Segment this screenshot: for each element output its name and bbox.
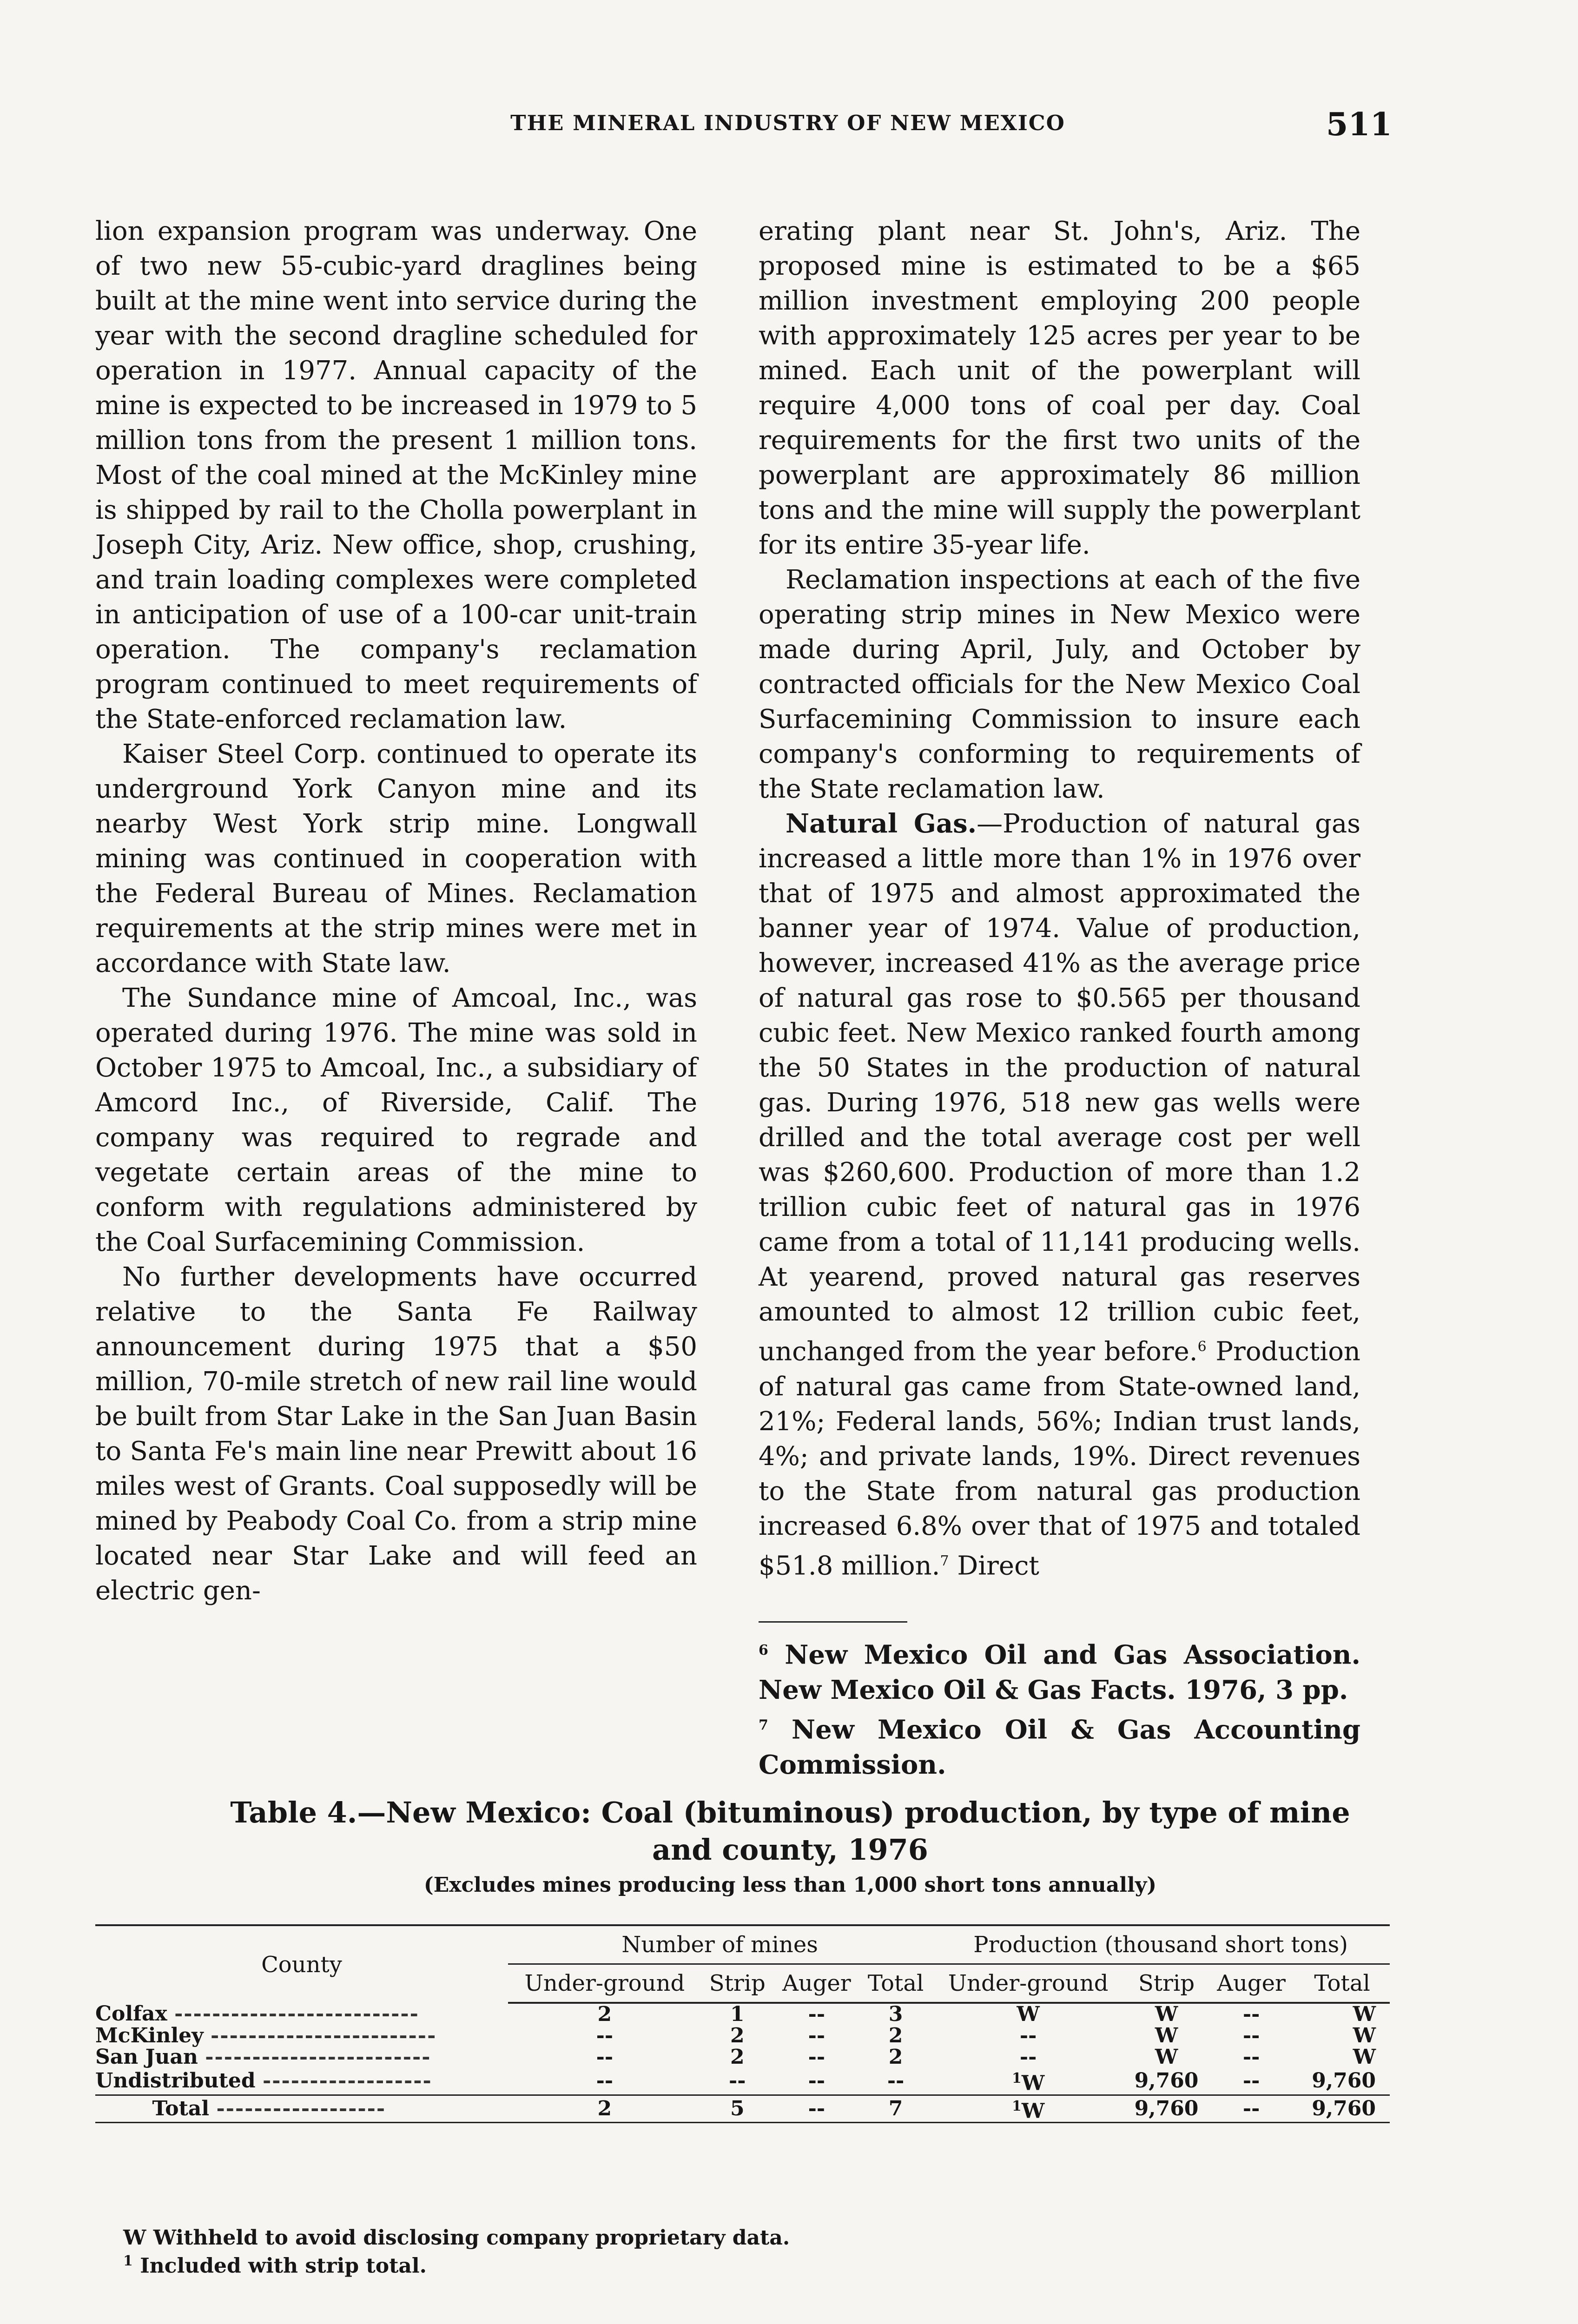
table-cell: 7 <box>860 2095 931 2123</box>
table-cell: -- <box>1242 2024 1260 2047</box>
dot-leader: ------------------------ <box>211 2024 437 2047</box>
table-cell: -- <box>808 2024 825 2047</box>
paragraph-powerplant: erating plant near St. John's, Ariz. The proposed mine is estimated to be a $65 million investment employing 200 people with approximately 125 acres per year to be mined. Each unit of the powerplant will require 4,000 tons of coal per day. Coal requirements for the first two units of the powerplant are approximately 86 million tons and the mine will supply the powerplant for its entire 35-year life. <box>759 216 1360 560</box>
table-cell: -- <box>1242 2002 1260 2026</box>
table-cell-county <box>95 2068 508 2095</box>
table-row-total <box>95 2095 1390 2123</box>
table-notes <box>123 2226 790 2278</box>
county-name: McKinley <box>95 2024 204 2047</box>
column-header-mines-total: Total <box>860 1964 931 2003</box>
table-cell: 2 <box>508 2095 701 2123</box>
paragraph-mckinley-mine: lion expansion program was underway. One of two new 55-cubic-yard draglines being built at the mine went into service during the year with the second dragline scheduled for operation in 1977. Annual capacity of the mine is expected to be increased in 1979 to 5 million tons from the present 1 million tons. Most of the coal mined at the McKinley mine is shipped by rail to the Cholla powerplant in Joseph City, Ariz. New office, shop, crushing, and train loading complexes were completed in anticipation of use of a 100-car unit-train operation. The company's reclamation program continued to meet requirements of the State-enforced reclamation law. <box>95 216 697 734</box>
table-cell: 2 <box>888 2045 903 2069</box>
table-cell: 9,760 <box>1294 2068 1390 2095</box>
table-cell: 9,760 <box>1125 2095 1208 2123</box>
table-cell: W <box>1155 2045 1178 2069</box>
table-cell: -- <box>773 2068 860 2095</box>
column-header-production-total: Total <box>1294 1964 1390 2003</box>
table-cell: 2 <box>597 2002 612 2026</box>
paragraph-natural-gas <box>759 806 1360 1583</box>
county-name: Undistributed <box>95 2069 256 2093</box>
table-cell: -- <box>1019 2024 1037 2047</box>
table-row <box>95 2025 1390 2047</box>
dot-leader: ------------------------ <box>205 2045 431 2069</box>
table-note-text: Included with strip total. <box>140 2254 427 2278</box>
table-cell: W <box>1155 2002 1178 2026</box>
paragraph-santa-fe-railway: No further developments have occurred relative to the Santa Fe Railway announcement during 1975 that a $50 million, 70-mile stretch of new rail line would be built from Star Lake in the San Juan Basin to Santa Fe's main line near Prewitt about 16 miles west of Grants. Coal supposedly will be mined by Peabody Coal Co. from a strip mine located near Star Lake and will feed an electric gen- <box>95 1262 697 1606</box>
table-cell: -- <box>860 2068 931 2095</box>
footnote-text: New Mexico Oil & Gas Accounting Commission. <box>759 1714 1360 1780</box>
footnote-mark: 7 <box>759 1717 768 1733</box>
table-cell: W <box>1353 2024 1376 2047</box>
footnote-text: New Mexico Oil and Gas Association. New Mexico Oil & Gas Facts. 1976, 3 pp. <box>759 1639 1360 1705</box>
dot-leader: ------------------ <box>216 2096 386 2120</box>
table-cell: 3 <box>888 2002 903 2026</box>
table-cell-value: W <box>1021 2071 1045 2095</box>
natural-gas-text-end: Direct <box>949 1551 1039 1581</box>
footnote-ref-6: 6 <box>1197 1339 1207 1355</box>
table-cell: -- <box>773 2095 860 2123</box>
table-cell-county <box>95 2047 508 2068</box>
column-header-mines-strip: Strip <box>701 1964 773 2003</box>
natural-gas-text: —Production of natural gas increased a little more than 1% in 1976 over that of 1975 and almost approximated the banner year of 1974. Value of production, however, increased 41% as the average price of natural gas rose to $0.565 per thousand cubic feet. New Mexico ranked fourth among the 50 States in the production of natural gas. During 1976, 518 new gas wells were drilled and the total average cost per well was $260,600. Production of more than 1.2 trillion cubic feet of natural gas in 1976 came from a total of 11,141 producing wells. At yearend, proved natural gas reserves amounted to almost 12 trillion cubic feet, unchanged from the year before. <box>759 809 1360 1367</box>
table-row <box>95 2068 1390 2095</box>
table-cell: -- <box>596 2024 614 2047</box>
column-header-production-underground: Under-ground <box>931 1964 1125 2003</box>
footnote-7 <box>759 1708 1360 1783</box>
column-header-production-auger: Auger <box>1208 1964 1294 2003</box>
table-cell-value: W <box>1021 2099 1045 2123</box>
table-cell: 5 <box>701 2095 773 2123</box>
table-cell <box>931 2095 1125 2123</box>
table-cell: 2 <box>730 2045 745 2069</box>
column-header-mines-underground: Under-ground <box>508 1964 701 2003</box>
dot-leader: -------------------------- <box>174 2002 419 2026</box>
table-title-line-2: and county, 1976 <box>652 1833 928 1867</box>
footnote-divider <box>759 1621 907 1623</box>
table-title-line-1: Table 4.—New Mexico: Coal (bituminous) production, by type of mine <box>230 1796 1350 1829</box>
table-cell: -- <box>1242 2045 1260 2069</box>
section-heading-natural-gas: Natural Gas. <box>786 808 977 839</box>
paragraph-kaiser-steel: Kaiser Steel Corp. continued to operate its underground York Canyon mine and its nearby West York strip mine. Longwall mining was continued in cooperation with the Federal Bureau of Mines. Reclamation requirements at the strip mines were met in accordance with State law. <box>95 739 697 978</box>
table-cell: W <box>1353 2002 1376 2026</box>
right-column <box>759 214 1360 1783</box>
footnote-6 <box>759 1633 1360 1708</box>
table-cell: -- <box>1019 2045 1037 2069</box>
table-cell-county <box>95 2095 508 2123</box>
table-cell: -- <box>701 2068 773 2095</box>
table-note-withheld: W Withheld to avoid disclosing company proprietary data. <box>123 2226 790 2250</box>
table-cell: W <box>1155 2024 1178 2047</box>
table-row <box>95 2047 1390 2068</box>
table-cell: 1 <box>730 2002 745 2026</box>
table-title <box>93 1794 1487 1868</box>
table-cell: 9,760 <box>1294 2095 1390 2123</box>
table-note-mark: 1 <box>123 2253 133 2269</box>
table-cell-county <box>95 2025 508 2047</box>
table-cell: W <box>1353 2045 1376 2069</box>
table-cell <box>931 2068 1125 2095</box>
column-header-mines-auger: Auger <box>773 1964 860 2003</box>
county-name: San Juan <box>95 2045 198 2069</box>
running-header: THE MINERAL INDUSTRY OF NEW MEXICO <box>510 111 1065 135</box>
table-row <box>95 2003 1390 2025</box>
table-note-included <box>123 2250 790 2278</box>
table-note-ref: 1 <box>1011 2070 1022 2086</box>
column-group-number-of-mines: Number of mines <box>508 1925 931 1964</box>
total-label: Total <box>152 2096 210 2120</box>
table-cell: -- <box>596 2045 614 2069</box>
paragraph-reclamation-inspections: Reclamation inspections at each of the five operating strip mines in New Mexico were made during April, July, and October by contracted officials for the New Mexico Coal Surfacemining Commission to insure each company's conforming to requirements of the State reclamation law. <box>759 565 1360 804</box>
column-group-production: Production (thousand short tons) <box>931 1925 1390 1964</box>
natural-gas-text-cont: Production of natural gas came from State-owned land, 21%; Federal lands, 56%; Indian trust lands, 4%; and private lands, 19%. Direct revenues to the State from natural gas production increased 6.8% over that of 1975 and totaled $51.8 million. <box>759 1336 1361 1581</box>
page-number: 511 <box>1326 106 1392 143</box>
table-cell-county <box>95 2003 508 2025</box>
table-cell: 2 <box>730 2024 745 2047</box>
paragraph-sundance-mine: The Sundance mine of Amcoal, Inc., was operated during 1976. The mine was sold in October 1975 to Amcoal, Inc., a subsidiary of Amcord Inc., of Riverside, Calif. The company was required to regrade and vegetate certain areas of the mine to conform with regulations administered by the Coal Surfacemining Commission. <box>95 983 697 1257</box>
table-cell: -- <box>1208 2068 1294 2095</box>
table-cell: 2 <box>888 2024 903 2047</box>
footnote-mark: 6 <box>759 1642 768 1659</box>
table-cell: -- <box>1208 2095 1294 2123</box>
table-cell: -- <box>808 2002 825 2026</box>
column-header-production-strip: Strip <box>1125 1964 1208 2003</box>
county-name: Colfax <box>95 2002 167 2026</box>
left-column <box>95 214 697 1608</box>
footnote-ref-7: 7 <box>940 1552 949 1569</box>
table-cell: -- <box>508 2068 701 2095</box>
dot-leader: ------------------ <box>263 2069 432 2093</box>
table-subtitle: (Excludes mines producing less than 1,000 short tons annually) <box>423 1873 1157 1897</box>
table-note-ref: 1 <box>1011 2098 1022 2114</box>
table-cell: -- <box>808 2045 825 2069</box>
table-cell: W <box>1017 2002 1040 2026</box>
coal-production-table <box>95 1924 1390 2123</box>
column-header-county: County <box>95 1925 508 2003</box>
table-cell: 9,760 <box>1125 2068 1208 2095</box>
